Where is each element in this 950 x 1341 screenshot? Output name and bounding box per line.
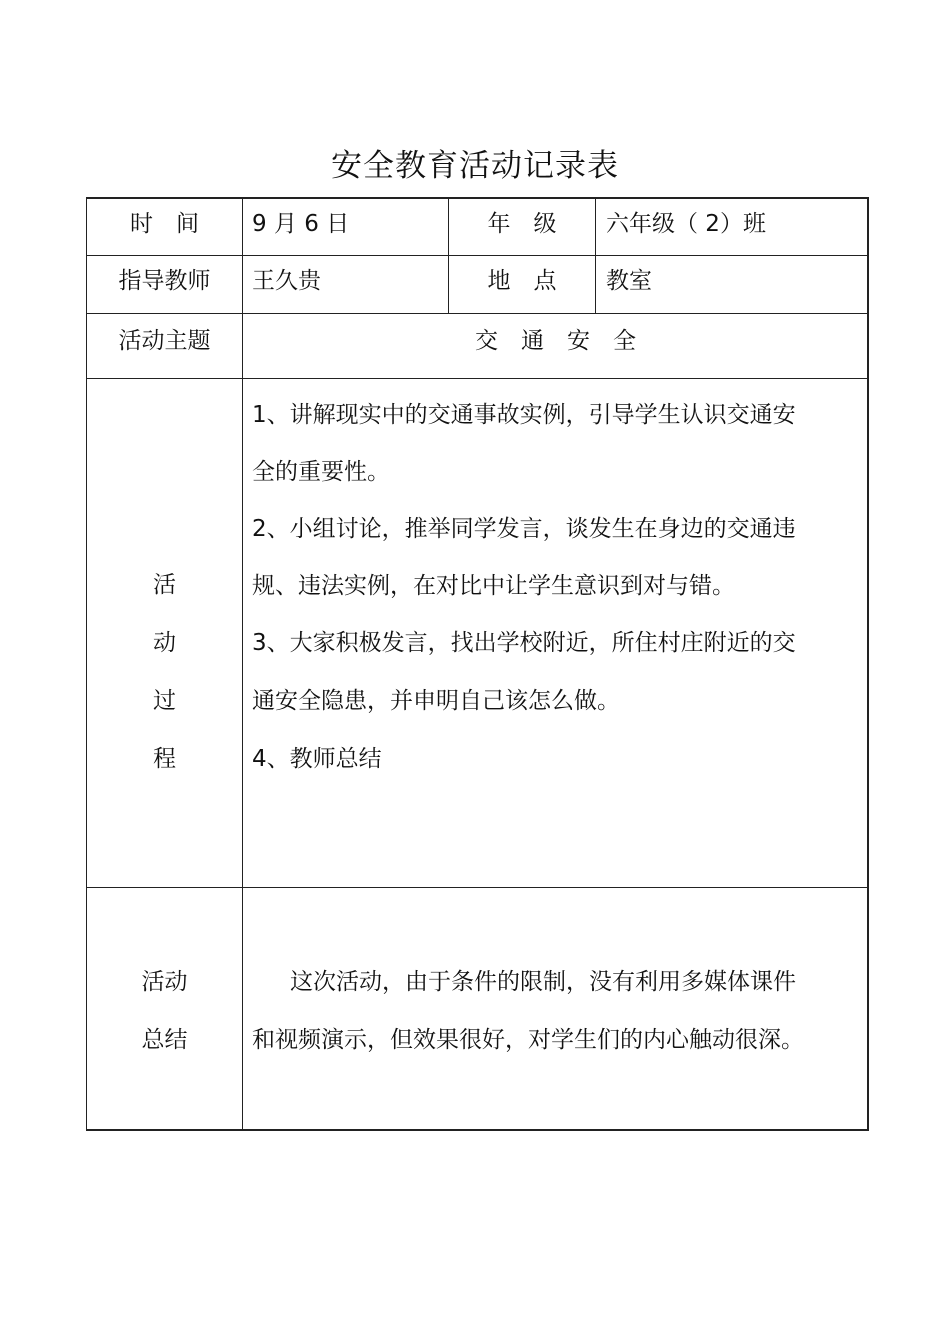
process-label-char: 动 (153, 630, 176, 656)
table-row-divider (86, 378, 869, 379)
summary-line: 和视频演示，但效果很好，对学生们的内心触动很深。 (252, 1027, 804, 1053)
process-line: 1、讲解现实中的交通事故实例，引导学生认识交通安 (252, 402, 796, 428)
process-line: 通安全隐患，并申明自己该怎么做。 (252, 688, 620, 714)
process-label-char: 过 (153, 688, 176, 714)
process-line: 规、违法实例，在对比中让学生意识到对与错。 (252, 573, 735, 599)
process-label-char: 活 (153, 572, 176, 598)
time-value: 9 月 6 日 (252, 211, 350, 237)
table-border-bottom (86, 1129, 869, 1131)
place-label: 地 点 (487, 268, 557, 294)
table-row-divider (86, 313, 869, 314)
table-row-divider (86, 255, 869, 256)
process-label-char: 程 (153, 746, 176, 772)
time-label: 时 间 (130, 211, 199, 237)
process-line: 2、小组讨论，推举同学发言，谈发生在身边的交通违 (252, 516, 796, 542)
document-title: 安全教育活动记录表 (331, 148, 619, 184)
place-value: 教室 (606, 268, 652, 294)
table-border-top (86, 197, 869, 199)
grade-value: 六年级（ 2）班 (606, 211, 766, 237)
summary-label-line: 总结 (141, 1027, 188, 1053)
theme-label: 活动主题 (118, 328, 211, 354)
process-line: 全的重要性。 (252, 459, 390, 485)
theme-value: 交 通 安 全 (475, 328, 636, 354)
teacher-label: 指导教师 (118, 268, 211, 294)
summary-line: 这次活动，由于条件的限制，没有利用多媒体课件 (290, 969, 796, 995)
table-row-divider (86, 887, 869, 888)
process-line: 3、大家积极发言，找出学校附近，所住村庄附近的交 (252, 630, 796, 656)
process-line: 4、教师总结 (252, 746, 382, 772)
summary-label-line: 活动 (141, 969, 188, 995)
teacher-value: 王久贵 (252, 268, 321, 294)
grade-label: 年 级 (487, 211, 557, 237)
